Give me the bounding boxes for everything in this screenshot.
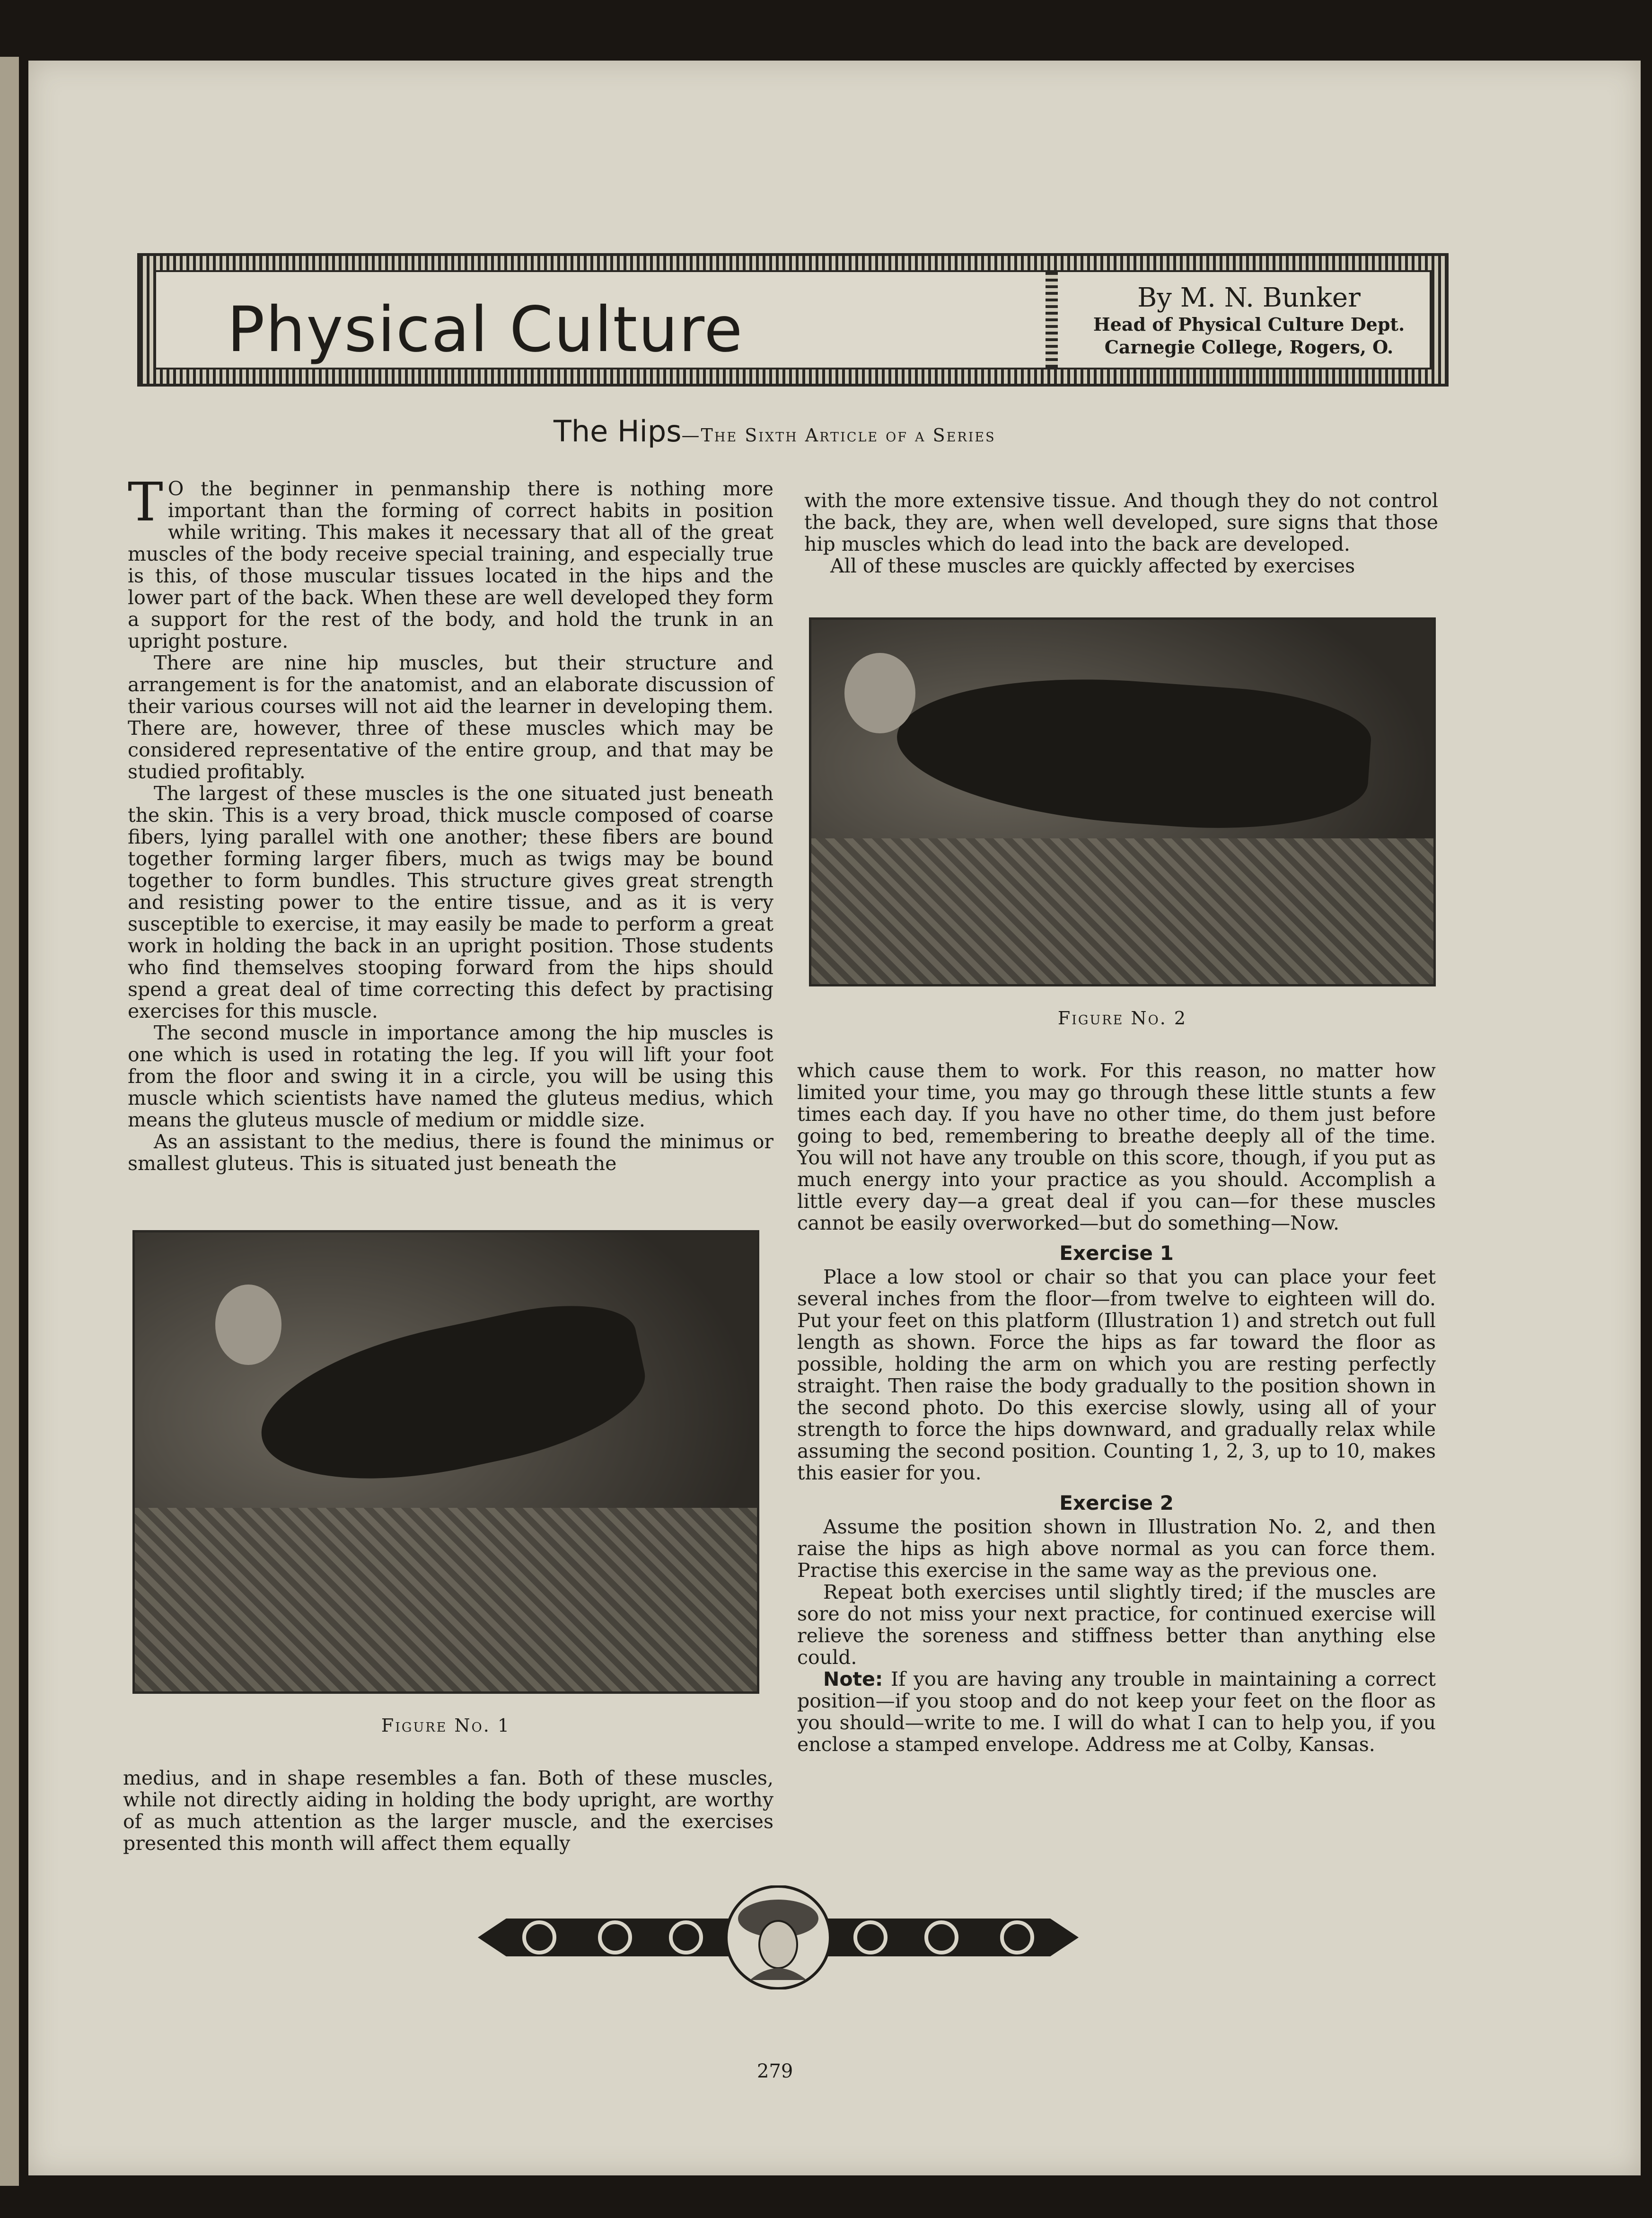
paragraph: All of these muscles are quickly affected by exercises bbox=[830, 554, 1355, 577]
article-series: —The Sixth Article of a Series bbox=[681, 425, 996, 446]
paragraph: medius, and in shape resembles a fan. Both of these muscles, while not directly aiding in holding the body upright, are worthy of as much attention as the larger muscle, and the exercises presented this month will affect them equally bbox=[123, 1767, 773, 1855]
paragraph: The largest of these muscles is the one situated just beneath the skin. This is a very broad, thick muscle composed of coarse fibers, lying parallel with one another; these fibers are bound together forming larger fibers, much as twigs may be bound together to form bundles. This structure gives great strength and resisting power to the entire tissue, and as it is very susceptible to exercise, it may easily be made to perform a great work in holding the back in an upright position. Those students who find themselves stooping forward from the hips should spend a great deal of time correcting this defect by practising exercises for this muscle. bbox=[128, 782, 773, 1022]
drop-cap: T bbox=[128, 472, 163, 533]
author-name: By M. N. Bunker bbox=[1137, 282, 1361, 313]
right-column-upper bbox=[804, 490, 1438, 577]
figure-1-photo bbox=[132, 1230, 759, 1694]
decorative-ornament bbox=[478, 1885, 1079, 1989]
author-byline bbox=[1079, 282, 1419, 359]
left-column-upper bbox=[128, 472, 773, 1175]
photo-ground bbox=[135, 1508, 757, 1691]
note-text: If you are having any trouble in maintaining a correct position—if you stoop and do not keep your feet on the floor as you should—write to me. I will do what I can to help you, if you enclose a stamped envelope. Address me at Colby, Kansas. bbox=[797, 1668, 1436, 1756]
paragraph: There are nine hip muscles, but their structure and arrangement is for the anatomist, and an elaborate discussion of their various courses will not aid the learner in developing them. There are, however, three of these muscles which may be considered representative of the entire group, and that may be studied profitably. bbox=[128, 651, 773, 783]
paragraph: which cause them to work. For this reason, no matter how limited your time, you may go through these little stunts a few times each day. If you have no other time, do them just before going to bed, remembering to breathe deeply all of the time. You will not have any trouble on this score, though, if you put as much energy into your practice as you should. Accomplish a little every day—a great deal if you can—for these muscles cannot be easily overworked—but do something—Now. bbox=[797, 1059, 1436, 1234]
note-paragraph bbox=[797, 1668, 1436, 1755]
exercise-1-text: Place a low stool or chair so that you can place your feet several inches from the floor—from twelve to eighteen will do. Put your feet on this platform (Illustration 1) and stretch out full length as shown. Force the hips as far toward the floor as possible, holding the arm on which you are resting perfectly straight. Then raise the body gradually to the position shown in the second photo. Do this exercise slowly, using all of your strength to force the hips downward, and gradually relax while assuming the second position. Counting 1, 2, 3, up to 10, makes this easier for you. bbox=[797, 1266, 1436, 1484]
paragraph: The second muscle in importance among the hip muscles is one which is used in rotating the leg. If you will lift your foot from the floor and swing it in a circle, you will be using this muscle which scientists have named the gluteus medius, which means the gluteus muscle of medium or middle size. bbox=[128, 1021, 773, 1131]
photo-figure bbox=[247, 1288, 656, 1508]
exercise-2-heading: Exercise 2 bbox=[1059, 1491, 1174, 1514]
page-title: Physical Culture bbox=[227, 293, 744, 366]
figure-2-photo bbox=[809, 617, 1436, 986]
banner-divider bbox=[1046, 272, 1058, 368]
header-banner-panel bbox=[154, 270, 1432, 370]
article-subtitle bbox=[554, 414, 996, 449]
header-banner bbox=[137, 253, 1449, 387]
figure-1-caption: Figure No. 1 bbox=[381, 1715, 511, 1736]
photo-figure bbox=[892, 665, 1374, 839]
page-number: 279 bbox=[757, 2060, 793, 2082]
article-heading: The Hips bbox=[554, 414, 682, 449]
paragraph: As an assistant to the medius, there is found the minimus or smallest gluteus. This is situated just beneath the bbox=[128, 1130, 773, 1175]
note-label: Note: bbox=[823, 1668, 883, 1690]
previous-page-edge bbox=[0, 57, 19, 2186]
exercise-2-text: Assume the position shown in Illustration No. 2, and then raise the hips as high above normal as you can force them. Practise this exercise in the same way as the previous one. bbox=[797, 1515, 1436, 1582]
author-dept: Head of Physical Culture Dept. bbox=[1093, 314, 1405, 335]
paragraph: Repeat both exercises until slightly tired; if the muscles are sore do not miss your next practice, for continued exercise will relieve the soreness and stiffness better than anything else could. bbox=[797, 1581, 1436, 1669]
paragraph-text: O the beginner in penmanship there is nothing more important than the forming of correct habits in position while writing. This makes it necessary that all of the great muscles of the body receive special training, and especially true is this, of those muscular tissues located in the hips and the lower part of the back. When these are well developed they form a support for the rest of the body, and hold the trunk in an upright posture. bbox=[128, 477, 773, 652]
figure-2-caption: Figure No. 2 bbox=[1057, 1008, 1187, 1029]
paragraph: with the more extensive tissue. And though they do not control the back, they are, when well developed, sure signs that those hip muscles which do lead into the back are developed. bbox=[804, 489, 1438, 555]
right-column-lower bbox=[797, 1060, 1436, 1755]
photo-head bbox=[844, 653, 915, 733]
left-column-lower bbox=[123, 1767, 773, 1854]
photo-head bbox=[215, 1285, 281, 1365]
author-college: Carnegie College, Rogers, O. bbox=[1104, 336, 1394, 358]
photo-ground bbox=[811, 838, 1433, 984]
exercise-1-heading: Exercise 1 bbox=[1059, 1241, 1174, 1265]
paragraph bbox=[128, 472, 773, 652]
